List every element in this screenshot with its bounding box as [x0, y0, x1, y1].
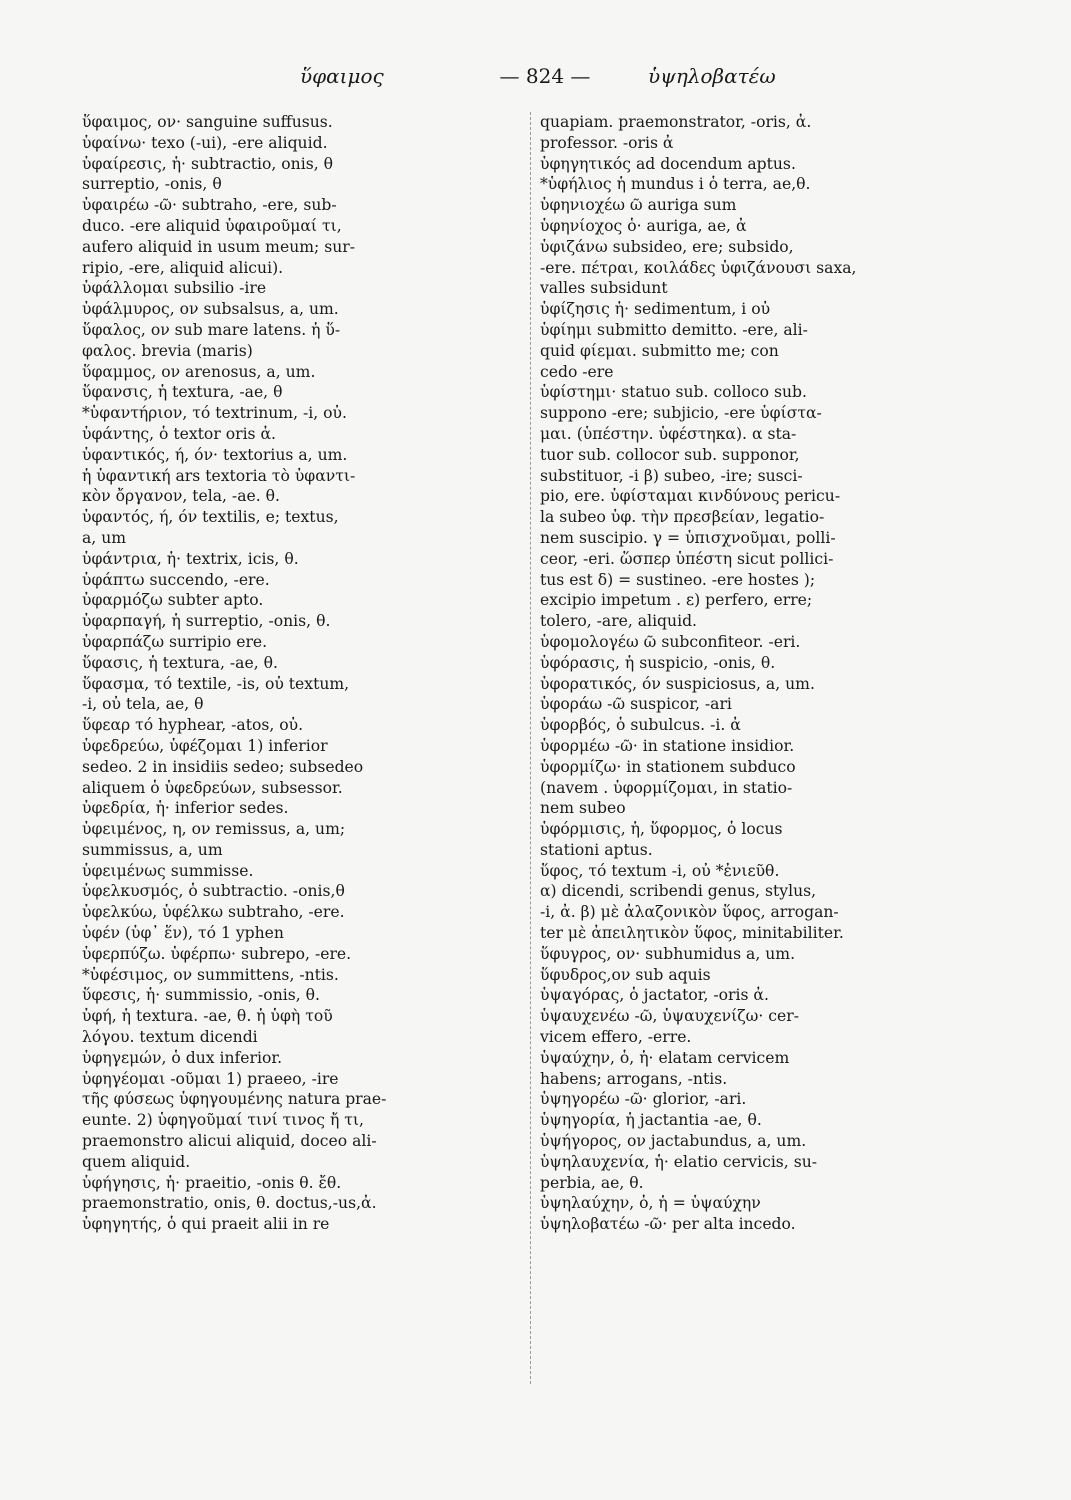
header-first-entry: ὕφαιμος	[300, 64, 384, 88]
text-line: professor. -oris ἀ	[540, 133, 674, 152]
text-line: ὕφαλος, ον sub mare latens. ἡ ὕ-	[82, 320, 341, 339]
text-line: ὕφανσις, ἡ textura, -ae, θ	[82, 383, 283, 402]
text-line: a, um	[82, 528, 127, 547]
text-line: ὑφιζάνω subsideo, ere; subsido,	[540, 237, 794, 256]
text-line: perbia, ae, θ.	[540, 1173, 644, 1192]
text-line: ὑψηγορία, ἡ jactantia -ae, θ.	[540, 1111, 762, 1130]
text-line: substituor, -i β) subeo, -ire; susci-	[540, 466, 803, 485]
text-line: ὑψηλαύχην, ὁ, ἡ = ὑψαύχην	[540, 1194, 761, 1213]
text-line: ὑφάντης, ὁ textor oris ἀ.	[82, 424, 277, 443]
text-line: ὑφηνιοχέω ῶ auriga sum	[540, 196, 737, 215]
text-line: habens; arrogans, -ntis.	[540, 1069, 728, 1088]
text-line: quapiam. praemonstrator, -oris, ἀ.	[540, 113, 812, 131]
text-line: ὑφόρασις, ἡ suspicio, -onis, θ.	[540, 653, 776, 672]
text-line: vicem effero, -erre.	[540, 1028, 692, 1047]
text-line: ὑφή, ἡ textura. -ae, θ. ἡ ὑφὴ τοῦ	[82, 1007, 333, 1026]
text-line: ὑψαγόρας, ὁ jactator, -oris ἀ.	[540, 986, 769, 1005]
text-line: φαλος. brevia (maris)	[82, 341, 253, 360]
text-line: tus est δ) = sustineo. -ere hostes );	[540, 570, 816, 589]
text-line: ὑφορβός, ὁ subulcus. -i. ἀ	[540, 716, 741, 735]
text-line: ὑφαίνω· texo (-ui), -ere aliquid.	[82, 133, 328, 152]
text-line: ὑφορμίζω· in stationem subduco	[540, 757, 796, 776]
text-line: ὑφορμέω -ῶ· in statione insidior.	[540, 736, 795, 755]
text-line: ter μὲ ἀπειλητικὸν ὕφος, minitabiliter.	[540, 924, 844, 943]
left-column	[82, 112, 534, 1235]
text-line: ὕφασις, ἡ textura, -ae, θ.	[82, 653, 278, 672]
text-line: suppono -ere; subjicio, -ere ὑφίστα-	[540, 404, 822, 423]
text-line: ὕφυγρος, ον· subhumidus a, um.	[540, 944, 796, 963]
text-line: ὑφαντός, ή, όν textilis, e; textus,	[82, 508, 339, 527]
text-line: ὑφέν (ὑφ᾽ ἕν), τό 1 yphen	[82, 924, 284, 943]
column-divider	[530, 112, 531, 1384]
text-line: surreptio, -onis, θ	[82, 175, 222, 194]
text-line: excipio impetum . ε) perfero, erre;	[540, 591, 813, 610]
text-line: ὑφηγητικός ad docendum aptus.	[540, 154, 796, 173]
text-line: ὑφαιρέω -ῶ· subtraho, -ere, sub-	[82, 196, 337, 215]
text-line: ὑφελκυσμός, ὁ subtractio. -onis,θ	[82, 882, 345, 901]
page-number: — 824 —	[499, 64, 591, 88]
text-line: aufero aliquid in usum meum; sur-	[82, 237, 356, 256]
text-line: quem aliquid.	[82, 1152, 191, 1171]
text-line: ὑψήγορος, ον jactabundus, a, um.	[540, 1132, 807, 1151]
text-line: -ere. πέτραι, κοιλάδες ὑφιζάνουσι saxa,	[540, 258, 857, 277]
text-line: ὑφάλμυρος, ον subsalsus, a, um.	[82, 300, 339, 319]
text-line: μαι. (ὑπέστην. ὑφέστηκα). α sta-	[540, 424, 797, 443]
text-line: ὑφειμένως summisse.	[82, 861, 254, 880]
text-line: valles subsidunt	[540, 279, 668, 298]
text-line: ripio, -ere, aliquid alicui).	[82, 258, 284, 277]
text-line: ὕφεσις, ἡ· summissio, -onis, θ.	[82, 986, 320, 1005]
text-line: praemonstro alicui aliquid, doceo ali-	[82, 1132, 377, 1151]
page-header	[0, 64, 1071, 94]
text-line: summissus, a, um	[82, 840, 223, 859]
text-line: -i, ἀ. β) μὲ ἀλαζονικὸν ὕφος, arrogan-	[540, 903, 839, 922]
text-line: ὕφος, τό textum -i, οὐ *ἐνιεῦθ.	[540, 861, 780, 880]
text-line: ὑφήγησις, ἡ· praeitio, -onis θ. ἔθ.	[82, 1173, 342, 1192]
text-line: aliquem ὁ ὑφεδρεύων, subsessor.	[82, 778, 343, 797]
right-column	[540, 112, 992, 1235]
text-line: nem suscipio. γ = ὑπισχνοῦμαι, polli-	[540, 528, 836, 547]
text-line: quid φίεμαι. submitto me; con	[540, 341, 779, 360]
text-line: ὑφομολογέω ῶ subconfiteor. -eri.	[540, 632, 801, 651]
text-line: ὑφερπύζω. ὑφέρπω· subrepo, -ere.	[82, 944, 352, 963]
text-line: ὑφαρπαγή, ἡ surreptio, -onis, θ.	[82, 612, 331, 631]
text-line: ὕφασμα, τό textile, -is, οὐ textum,	[82, 674, 350, 693]
text-line: ὑψηγορέω -ῶ· glorior, -ari.	[540, 1090, 747, 1109]
text-line: ὑφαρπάζω surripio ere.	[82, 632, 268, 651]
text-line: ὑφηνίοχος ὁ· auriga, ae, ἀ	[540, 216, 747, 235]
text-line: cedo -ere	[540, 362, 614, 381]
text-line: ceor, -eri. ὥσπερ ὑπέστη sicut pollici-	[540, 549, 834, 568]
text-line: sedeo. 2 in insidiis sedeo; subsedeo	[82, 757, 364, 776]
text-line: stationi aptus.	[540, 840, 653, 859]
text-line: ὕφυδρος,ον sub aquis	[540, 965, 711, 984]
text-line: ὕφαμμος, ον arenosus, a, um.	[82, 362, 316, 381]
text-line: ὑφοράω -ῶ suspicor, -ari	[540, 695, 732, 714]
text-line: ὑφαίρεσις, ἡ· subtractio, onis, θ	[82, 154, 334, 173]
text-line: ὑψηλοβατέω -ῶ· per alta incedo.	[540, 1215, 796, 1234]
text-line: ὑφηγέομαι -οῦμαι 1) praeeo, -ire	[82, 1069, 339, 1088]
text-line: ἡ ὑφαντική ars textoria τὸ ὑφαντι-	[82, 466, 356, 485]
text-line: *ὑφήλιος ἡ mundus i ὁ terra, ae,θ.	[540, 175, 811, 194]
text-line: pio, ere. ὑφίσταμαι κινδύνους pericu-	[540, 487, 841, 506]
text-line: (navem . ὑφορμίζομαι, in statio-	[540, 778, 793, 797]
text-line: ὑφεδρεύω, ὑφέζομαι 1) inferior	[82, 736, 328, 755]
text-line: τῆς φύσεως ὑφηγουμένης natura prae-	[82, 1090, 387, 1109]
text-line: λόγου. textum dicendi	[82, 1028, 258, 1047]
text-line: ὑφόρμισις, ἡ, ὕφορμος, ὁ locus	[540, 820, 783, 839]
text-line: ὑψηλαυχενία, ἡ· elatio cervicis, su-	[540, 1152, 818, 1171]
text-line: ὑφίστημι· statuo sub. colloco sub.	[540, 383, 807, 402]
text-line: nem subeo	[540, 799, 626, 818]
text-line: ὑφεδρία, ἡ· inferior sedes.	[82, 799, 289, 818]
text-line: ὕφεαρ τό hyphear, -atos, οὐ.	[82, 716, 304, 735]
text-line: ὑφηγεμών, ὁ dux inferior.	[82, 1048, 283, 1067]
text-line: ὑφάλλομαι subsilio -ire	[82, 279, 267, 298]
text-line: duco. -ere aliquid ὑφαιροῦμαί τι,	[82, 216, 342, 235]
text-line: ὑψαύχην, ὁ, ἡ· elatam cervicem	[540, 1048, 790, 1067]
text-line: *ὑφαντήριον, τό textrinum, -i, οὐ.	[82, 404, 347, 423]
text-line: praemonstratio, onis, θ. doctus,-us,ἀ.	[82, 1194, 377, 1213]
text-line: ὑφειμένος, η, ον remissus, a, um;	[82, 820, 346, 839]
text-line: ὑφάπτω succendo, -ere.	[82, 570, 270, 589]
text-line: ὑφαρμόζω subter apto.	[82, 591, 264, 610]
text-line: tuor sub. collocor sub. supponor,	[540, 445, 800, 464]
text-line: ὑψαυχενέω -ῶ, ὑψαυχενίζω· cer-	[540, 1007, 799, 1026]
text-line: ὑφηγητής, ὁ qui praeit alii in re	[82, 1215, 330, 1234]
text-line: tolero, -are, aliquid.	[540, 612, 698, 631]
text-line: ὑφίημι submitto demitto. -ere, ali-	[540, 320, 808, 339]
text-line: ὑφίζησις ἡ· sedimentum, i οὐ	[540, 300, 771, 319]
text-line: κὸν ὄργανον, tela, -ae. θ.	[82, 487, 280, 506]
text-line: ὑφορατικός, όν suspiciosus, a, um.	[540, 674, 815, 693]
text-line: *ὑφέσιμος, ον summittens, -ntis.	[82, 965, 339, 984]
text-line: la subeo ὑφ. τὴν πρεσβείαν, legatio-	[540, 508, 825, 527]
text-line: ὑφελκύω, ὑφέλκω subtraho, -ere.	[82, 903, 345, 922]
text-line: -i, οὐ tela, ae, θ	[82, 695, 204, 714]
text-line: ὕφαιμος, ον· sanguine suffusus.	[82, 113, 333, 131]
text-line: ὑφάντρια, ἡ· textrix, icis, θ.	[82, 549, 299, 568]
text-line: α) dicendi, scribendi genus, stylus,	[540, 882, 817, 901]
text-line: ὑφαντικός, ή, όν· textorius a, um.	[82, 445, 348, 464]
header-last-entry: ὑψηλοβατέω	[648, 64, 776, 88]
text-line: eunte. 2) ὑφηγοῦμαί τινί τινος ἤ τι,	[82, 1111, 364, 1130]
